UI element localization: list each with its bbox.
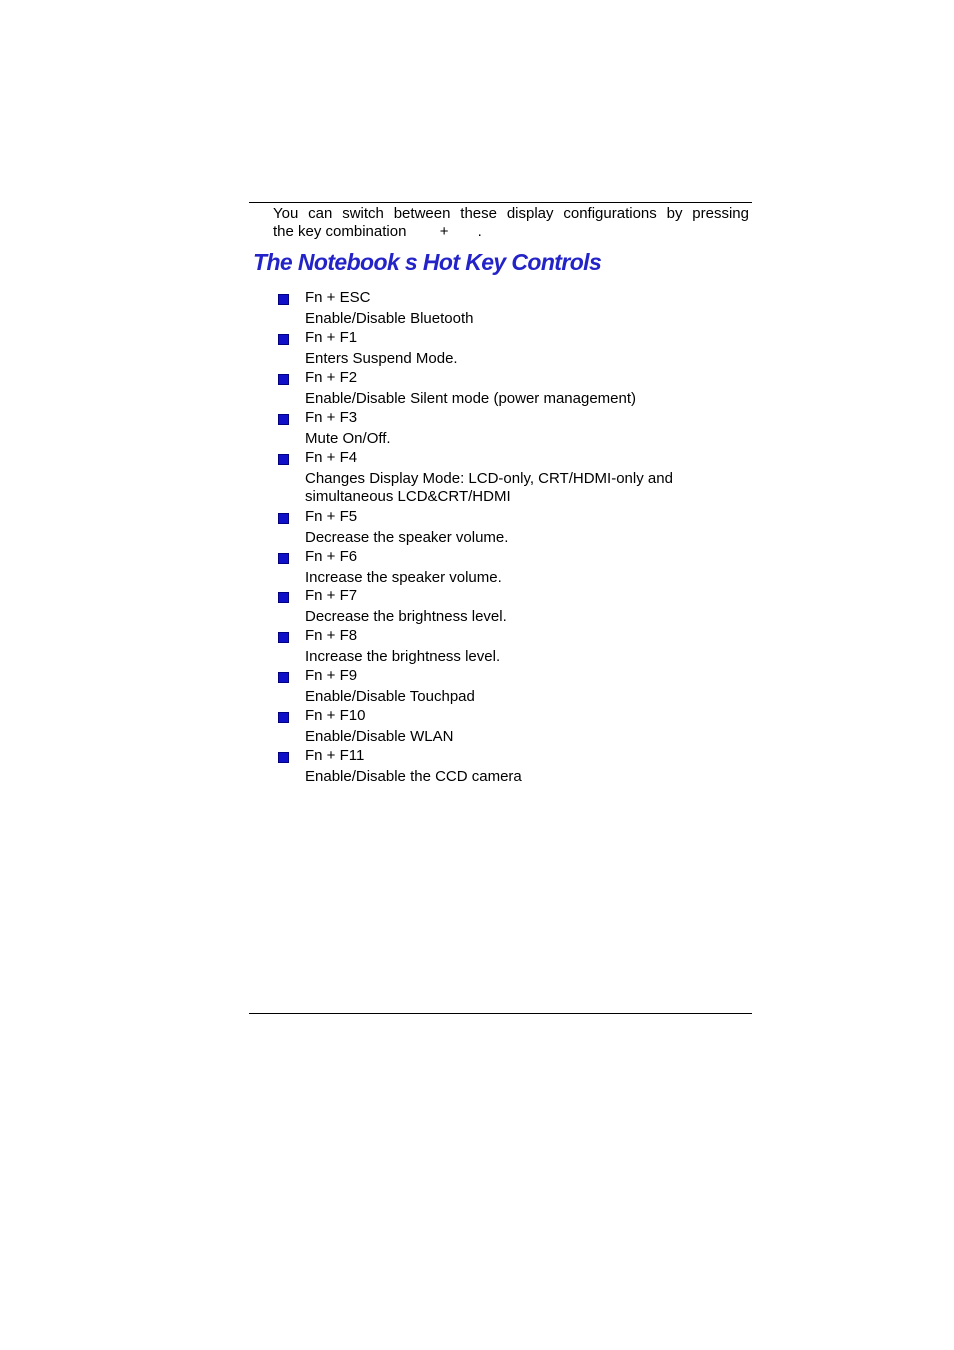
square-bullet-icon	[278, 592, 289, 603]
hotkey-combination: Fn + F5	[305, 508, 358, 525]
hotkey-combination: Fn + F4	[305, 449, 358, 466]
hotkey-description: Increase the brightness level.	[305, 648, 501, 665]
square-bullet-icon	[278, 374, 289, 385]
hotkey-combination: Fn + F1	[305, 329, 358, 346]
hotkey-combination: Fn + ESC	[305, 289, 371, 306]
hotkey-description: Enable/Disable the CCD camera	[305, 768, 522, 785]
hotkey-combination: Fn + F6	[305, 548, 358, 565]
square-bullet-icon	[278, 513, 289, 524]
hotkey-description: Enable/Disable Bluetooth	[305, 310, 474, 327]
hotkey-description: Increase the speaker volume.	[305, 569, 502, 586]
hotkey-combination: Fn + F2	[305, 369, 358, 386]
hotkey-description: Decrease the speaker volume.	[305, 529, 509, 546]
square-bullet-icon	[278, 334, 289, 345]
bottom-rule	[249, 1013, 752, 1014]
hotkey-combination: Fn + F11	[305, 747, 365, 764]
square-bullet-icon	[278, 553, 289, 564]
square-bullet-icon	[278, 752, 289, 763]
hotkey-description: Mute On/Off.	[305, 430, 391, 447]
square-bullet-icon	[278, 454, 289, 465]
square-bullet-icon	[278, 414, 289, 425]
hotkey-description: Enable/Disable WLAN	[305, 728, 454, 745]
hotkey-description: Enable/Disable Touchpad	[305, 688, 475, 705]
square-bullet-icon	[278, 672, 289, 683]
square-bullet-icon	[278, 712, 289, 723]
hotkey-description: Enable/Disable Silent mode (power management)	[305, 390, 637, 407]
square-bullet-icon	[278, 632, 289, 643]
square-bullet-icon	[278, 294, 289, 305]
hotkey-combination: Fn + F10	[305, 707, 366, 724]
hotkey-description: Decrease the brightness level.	[305, 608, 507, 625]
hotkey-description: Enters Suspend Mode.	[305, 350, 458, 367]
intro-line-1: You can switch between these display configurations by pressing	[273, 205, 749, 222]
hotkey-combination: Fn + F9	[305, 667, 358, 684]
hotkey-description: Changes Display Mode: LCD-only, CRT/HDMI-only and simultaneous LCD&CRT/HDMI	[305, 470, 673, 505]
hotkey-combination: Fn + F7	[305, 587, 358, 604]
hotkey-combination: Fn + F3	[305, 409, 358, 426]
section-heading: The Notebook s Hot Key Controls	[253, 249, 602, 275]
intro-line-2: the key combination + .	[273, 223, 482, 240]
hotkey-combination: Fn + F8	[305, 627, 358, 644]
